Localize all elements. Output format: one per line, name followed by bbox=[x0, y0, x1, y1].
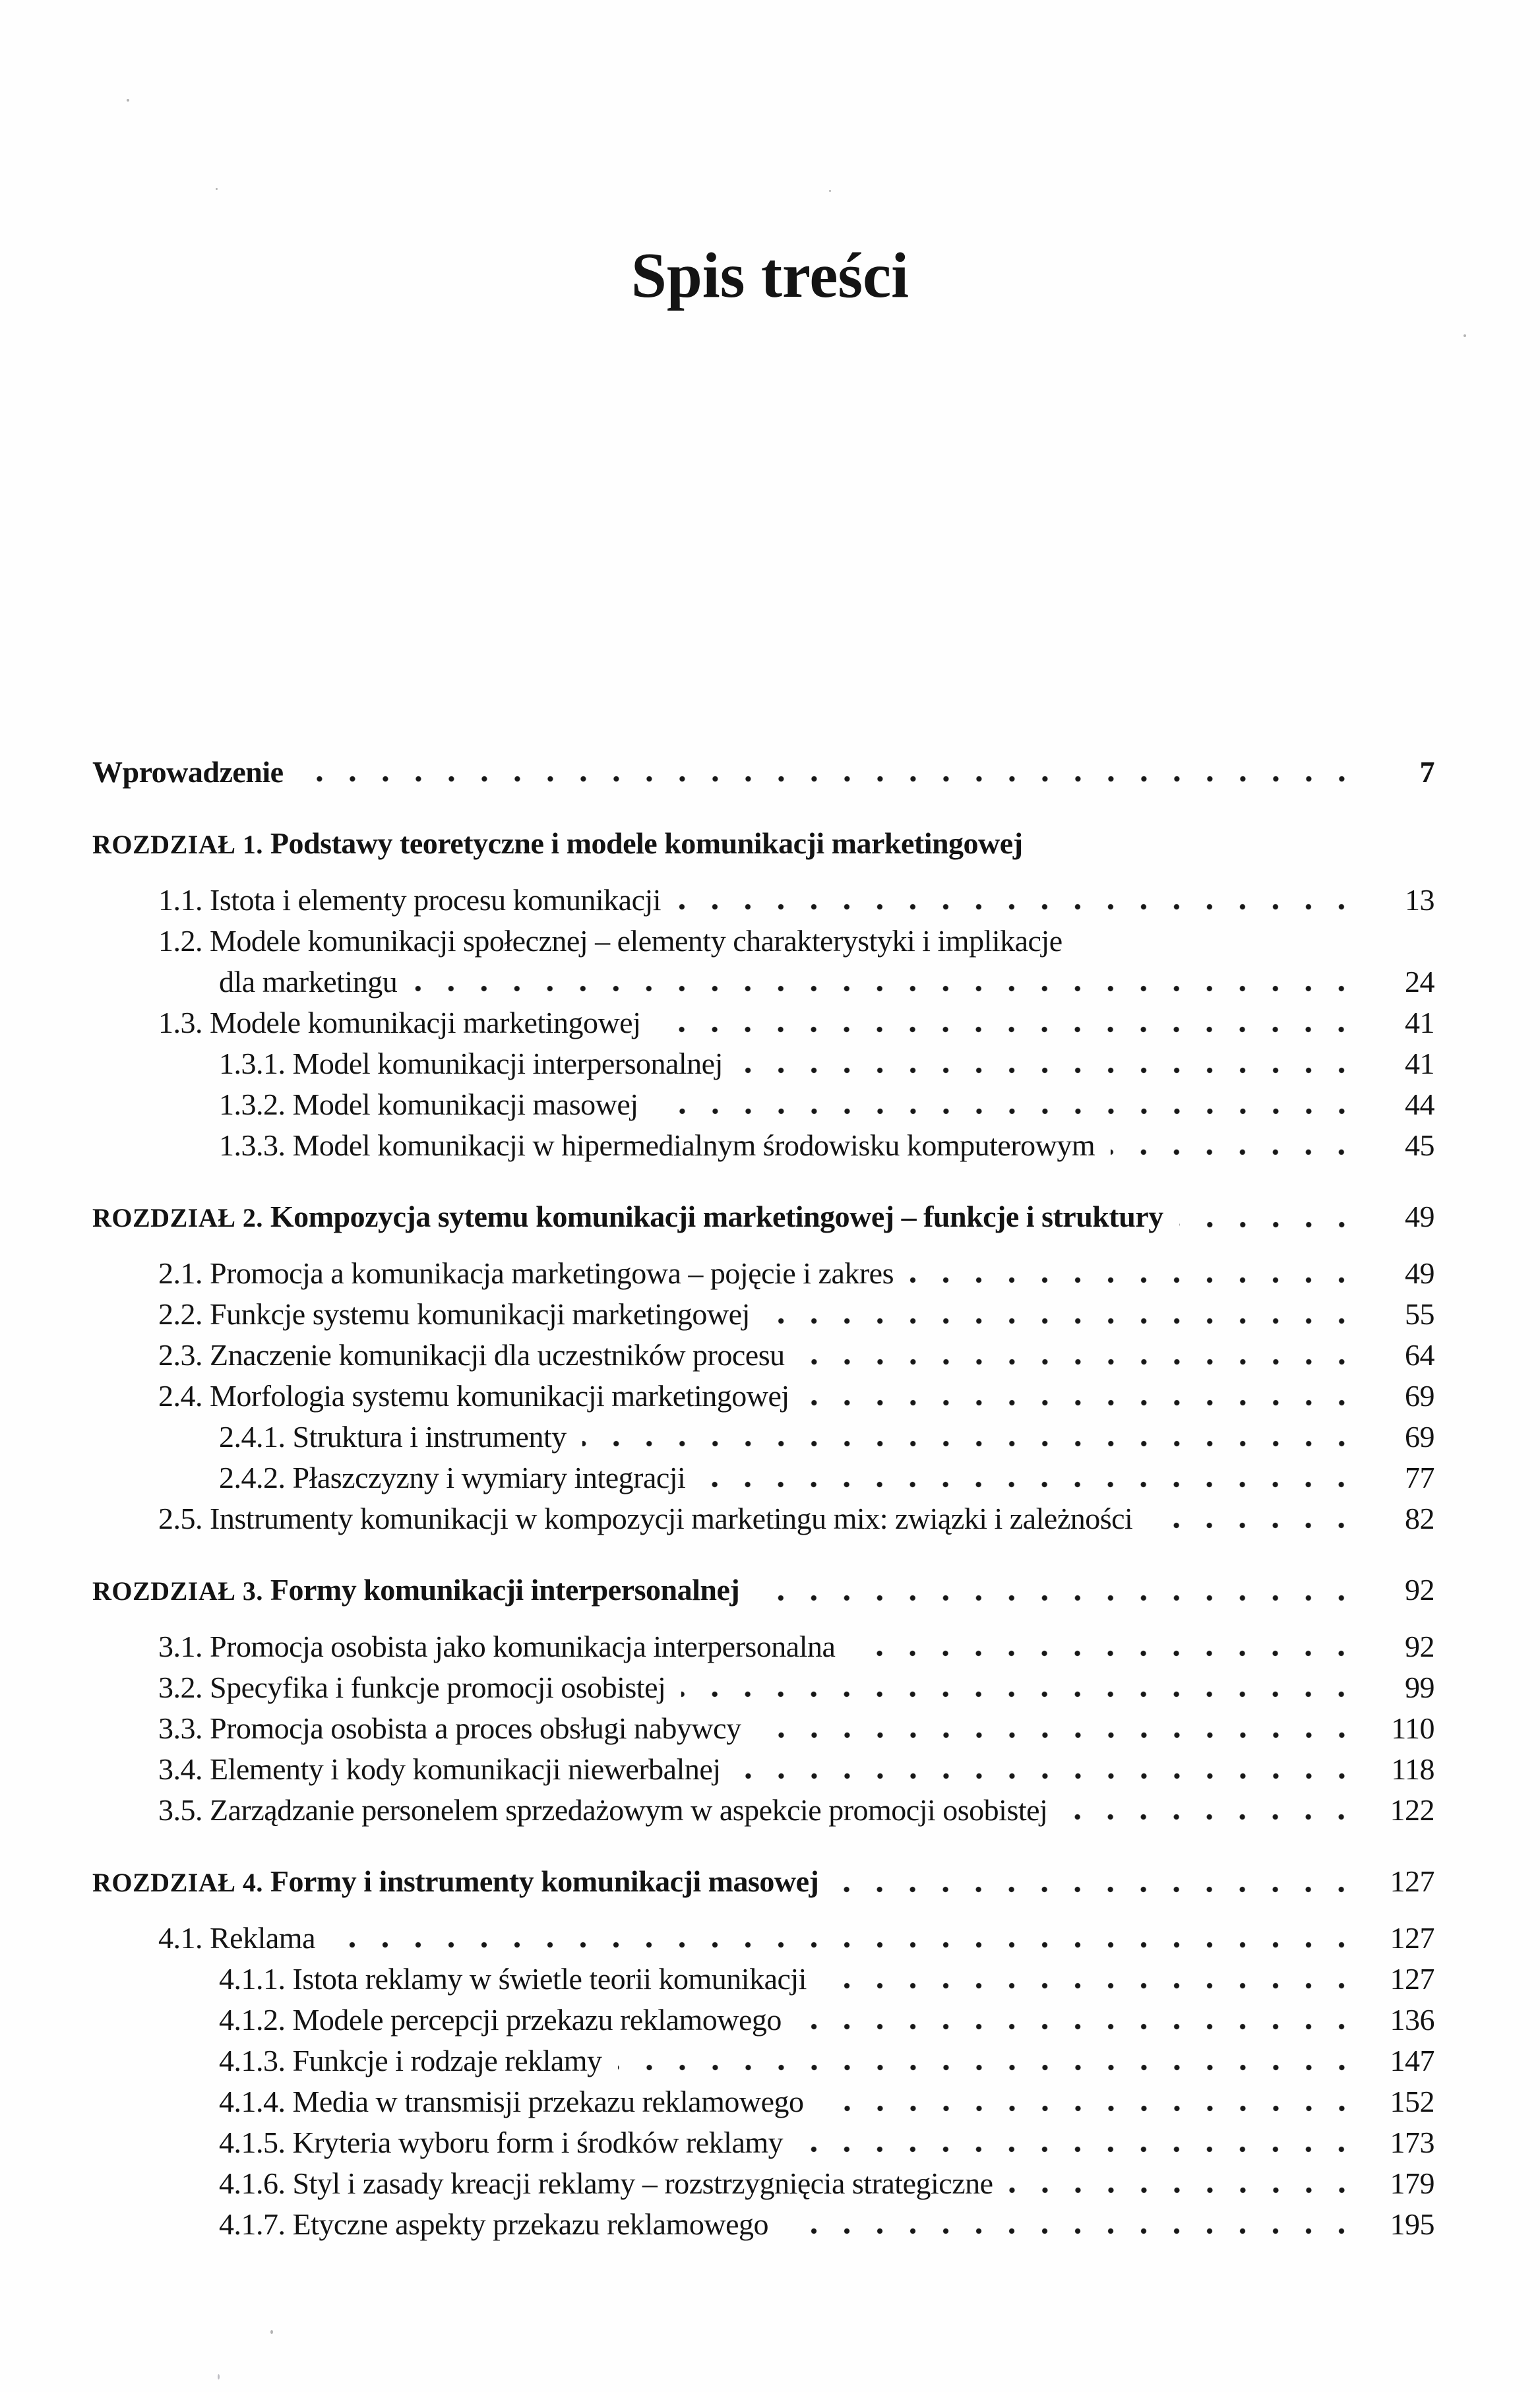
page-number: 77 bbox=[1405, 1460, 1434, 1494]
toc-entry-text: 2.1. Promocja a komunikacja marketingowa – pojęcie i zakres bbox=[158, 1256, 894, 1290]
chapter-label: ROZDZIAŁ 2. bbox=[92, 1202, 263, 1233]
toc-entry-text: 2.5. Instrumenty komunikacji w kompozycji marketingu mix: związki i zależności bbox=[158, 1501, 1133, 1535]
dot-leader bbox=[799, 2144, 1358, 2155]
toc-entry-text: 4.1. Reklama bbox=[158, 1920, 315, 1955]
toc-entry bbox=[92, 1125, 1434, 1166]
toc-entry bbox=[92, 2000, 1434, 2040]
dot-leader bbox=[656, 1024, 1358, 1035]
page-number: 152 bbox=[1390, 2084, 1434, 2118]
scan-noise-speck bbox=[1463, 334, 1466, 337]
toc-chapter bbox=[92, 1196, 1434, 1539]
toc-entry bbox=[92, 1708, 1434, 1749]
dot-leader bbox=[909, 1275, 1358, 1285]
dot-leader bbox=[413, 983, 1358, 994]
chapter-heading-text bbox=[92, 1570, 739, 1612]
page-number: 127 bbox=[1390, 1920, 1434, 1955]
toc-entry-text: 4.1.5. Kryteria wyboru form i środków reklamy bbox=[219, 2125, 784, 2159]
page-number: 92 bbox=[1405, 1629, 1434, 1663]
toc-entry bbox=[92, 2163, 1434, 2204]
chapter-heading bbox=[92, 1196, 1434, 1239]
dot-leader bbox=[805, 1397, 1358, 1408]
toc-entry-intro bbox=[92, 752, 1434, 793]
scan-noise-speck bbox=[829, 190, 831, 192]
chapter-heading-text bbox=[92, 1861, 818, 1903]
dot-leader bbox=[766, 1316, 1358, 1326]
toc-entry-text: 4.1.6. Styl i zasady kreacji reklamy – rozstrzygnięcia strategiczne bbox=[219, 2166, 993, 2200]
page-number: 41 bbox=[1405, 1005, 1434, 1039]
chapter-title: Formy i instrumenty komunikacji masowej bbox=[262, 1864, 819, 1898]
toc-entry-text: 2.4.2. Płaszczyzny i wymiary integracji bbox=[219, 1460, 686, 1494]
dot-leader bbox=[801, 1357, 1358, 1367]
toc-entry-text: 2.3. Znaczenie komunikacji dla uczestników procesu bbox=[158, 1337, 785, 1372]
toc-entry bbox=[92, 1043, 1434, 1084]
toc-entry-text: 4.1.4. Media w transmisji przekazu reklamowego bbox=[219, 2084, 804, 2118]
chapter-heading-text bbox=[92, 823, 1023, 865]
page-number: 122 bbox=[1390, 1793, 1434, 1827]
toc-entry-text: 1.3.2. Model komunikacji masowej bbox=[219, 1087, 638, 1121]
page-number: 195 bbox=[1390, 2207, 1434, 2241]
chapter-heading bbox=[92, 1570, 1434, 1612]
toc-entry-text: 1.2. Modele komunikacji społecznej – elementy charakterystyki i implikacje bbox=[158, 923, 1063, 958]
toc-entry-text: 3.5. Zarządzanie personelem sprzedażowym w aspekcie promocji osobistej bbox=[158, 1793, 1048, 1827]
page-number: 127 bbox=[1390, 1961, 1434, 1996]
toc-entry-text: 1.3. Modele komunikacji marketingowej bbox=[158, 1005, 641, 1039]
toc-entry bbox=[92, 880, 1434, 921]
page-number: 64 bbox=[1405, 1337, 1434, 1372]
dot-leader bbox=[1063, 1812, 1358, 1822]
toc-entry-text: 3.1. Promocja osobista jako komunikacja interpersonalna bbox=[158, 1629, 836, 1663]
page-number: 136 bbox=[1390, 2002, 1434, 2037]
toc-entry-text: 2.4. Morfologia systemu komunikacji marketingowej bbox=[158, 1378, 789, 1413]
chapter-heading bbox=[92, 1861, 1434, 1903]
page-title: Spis treści bbox=[631, 239, 909, 311]
page-number: 69 bbox=[1405, 1419, 1434, 1454]
toc-entry-text: 4.1.7. Etyczne aspekty przekazu reklamowego bbox=[219, 2207, 768, 2241]
page-number: 55 bbox=[1405, 1297, 1434, 1331]
page-number: 173 bbox=[1390, 2125, 1434, 2159]
chapter-title: Kompozycja sytemu komunikacji marketingowej – funkcje i struktury bbox=[262, 1199, 1163, 1233]
toc-entry-text: 3.4. Elementy i kody komunikacji niewerbalnej bbox=[158, 1752, 721, 1786]
toc-entry bbox=[92, 1749, 1434, 1790]
toc-entry-text: 1.3.1. Model komunikacji interpersonalnej bbox=[219, 1046, 723, 1080]
toc-entry-text: 2.2. Funkcje systemu komunikacji marketingowej bbox=[158, 1297, 750, 1331]
chapter-heading-text bbox=[92, 1196, 1163, 1239]
intro-label: Wprowadzenie bbox=[92, 754, 284, 789]
dot-leader bbox=[1148, 1520, 1358, 1531]
toc-entry-text: dla marketingu bbox=[219, 964, 398, 998]
dot-leader bbox=[757, 1730, 1358, 1740]
page-number: 99 bbox=[1405, 1670, 1434, 1704]
dot-leader bbox=[1009, 2185, 1358, 2195]
page-number: 44 bbox=[1405, 1087, 1434, 1121]
toc-entry bbox=[92, 1294, 1434, 1335]
toc-entry bbox=[92, 2081, 1434, 2122]
toc-entry bbox=[92, 2040, 1434, 2081]
toc-chapter bbox=[92, 823, 1434, 1166]
toc-entry bbox=[92, 921, 1434, 962]
scan-noise-speck bbox=[216, 188, 218, 190]
chapter-label: ROZDZIAŁ 4. bbox=[92, 1867, 263, 1897]
dot-leader bbox=[299, 774, 1358, 784]
chapter-label: ROZDZIAŁ 3. bbox=[92, 1576, 263, 1606]
toc-entry bbox=[92, 2204, 1434, 2245]
toc-entry bbox=[92, 1376, 1434, 1417]
dot-leader bbox=[681, 1689, 1358, 1700]
toc-list bbox=[92, 752, 1434, 2245]
chapter-heading bbox=[92, 823, 1434, 865]
toc-entry bbox=[92, 1457, 1434, 1498]
toc-chapter bbox=[92, 1570, 1434, 1831]
page-number: 49 bbox=[1405, 1256, 1434, 1290]
page-number: 127 bbox=[1390, 1864, 1434, 1898]
page-number: 13 bbox=[1405, 882, 1434, 917]
page-number: 45 bbox=[1405, 1128, 1434, 1162]
dot-leader bbox=[1179, 1219, 1358, 1230]
page-number: 49 bbox=[1405, 1199, 1434, 1233]
toc-entry bbox=[92, 1417, 1434, 1457]
chapter-label: ROZDZIAŁ 1. bbox=[92, 829, 263, 859]
toc-entry-text: 4.1.1. Istota reklamy w świetle teorii komunikacji bbox=[219, 1961, 807, 1996]
dot-leader bbox=[331, 1940, 1358, 1950]
dot-leader bbox=[784, 2226, 1358, 2236]
scan-noise-speck bbox=[218, 2374, 220, 2379]
page-number: 147 bbox=[1390, 2043, 1434, 2077]
page-number: 110 bbox=[1391, 1711, 1434, 1745]
toc-entry-text: 1.1. Istota i elementy procesu komunikacji bbox=[158, 882, 662, 917]
dot-leader bbox=[739, 1065, 1358, 1076]
page-number: 41 bbox=[1405, 1046, 1434, 1080]
chapter-title: Podstawy teoretyczne i modele komunikacji marketingowej bbox=[262, 826, 1023, 860]
toc-entry-continuation bbox=[92, 962, 1434, 1002]
dot-leader bbox=[701, 1479, 1358, 1490]
dot-leader bbox=[797, 2021, 1358, 2032]
dot-leader bbox=[654, 1106, 1358, 1117]
toc-entry bbox=[92, 1253, 1434, 1294]
dot-leader bbox=[755, 1593, 1358, 1603]
toc-entry bbox=[92, 1959, 1434, 2000]
page-number: 92 bbox=[1405, 1572, 1434, 1607]
dot-leader bbox=[582, 1438, 1358, 1449]
toc-chapter bbox=[92, 1861, 1434, 2245]
dot-leader bbox=[851, 1648, 1358, 1659]
dot-leader bbox=[820, 2103, 1358, 2114]
toc-entry bbox=[92, 1002, 1434, 1043]
toc-entry-text: 1.3.3. Model komunikacji w hipermedialnym środowisku komputerowym bbox=[219, 1128, 1095, 1162]
page-number: 69 bbox=[1405, 1378, 1434, 1413]
page-number: 118 bbox=[1391, 1752, 1434, 1786]
toc-entry bbox=[92, 1626, 1434, 1667]
toc-entry bbox=[92, 2122, 1434, 2163]
page-number: 24 bbox=[1405, 964, 1434, 998]
scan-noise-speck bbox=[127, 99, 129, 102]
toc-entry bbox=[92, 1918, 1434, 1959]
dot-leader bbox=[677, 902, 1358, 912]
page-number: 179 bbox=[1390, 2166, 1434, 2200]
toc-entry bbox=[92, 1667, 1434, 1708]
page-number: 7 bbox=[1419, 754, 1434, 789]
toc-entry bbox=[92, 1498, 1434, 1539]
dot-leader bbox=[1111, 1147, 1358, 1157]
toc-entry-text: 3.3. Promocja osobista a proces obsługi nabywcy bbox=[158, 1711, 741, 1745]
toc-entry bbox=[92, 1084, 1434, 1125]
toc-entry-text: 3.2. Specyfika i funkcje promocji osobistej bbox=[158, 1670, 666, 1704]
page-number: 82 bbox=[1405, 1501, 1434, 1535]
chapter-title: Formy komunikacji interpersonalnej bbox=[262, 1572, 740, 1607]
dot-leader bbox=[737, 1771, 1358, 1781]
toc-entry bbox=[92, 1790, 1434, 1831]
dot-leader bbox=[822, 1980, 1358, 1991]
toc-entry-text: 4.1.2. Modele percepcji przekazu reklamowego bbox=[219, 2002, 782, 2037]
toc-entry bbox=[92, 1335, 1434, 1376]
toc-entry-text: 2.4.1. Struktura i instrumenty bbox=[219, 1419, 567, 1454]
toc-entry-text: 4.1.3. Funkcje i rodzaje reklamy bbox=[219, 2043, 602, 2077]
scan-noise-speck bbox=[270, 2330, 273, 2334]
dot-leader bbox=[618, 2062, 1358, 2073]
dot-leader bbox=[834, 1884, 1358, 1895]
